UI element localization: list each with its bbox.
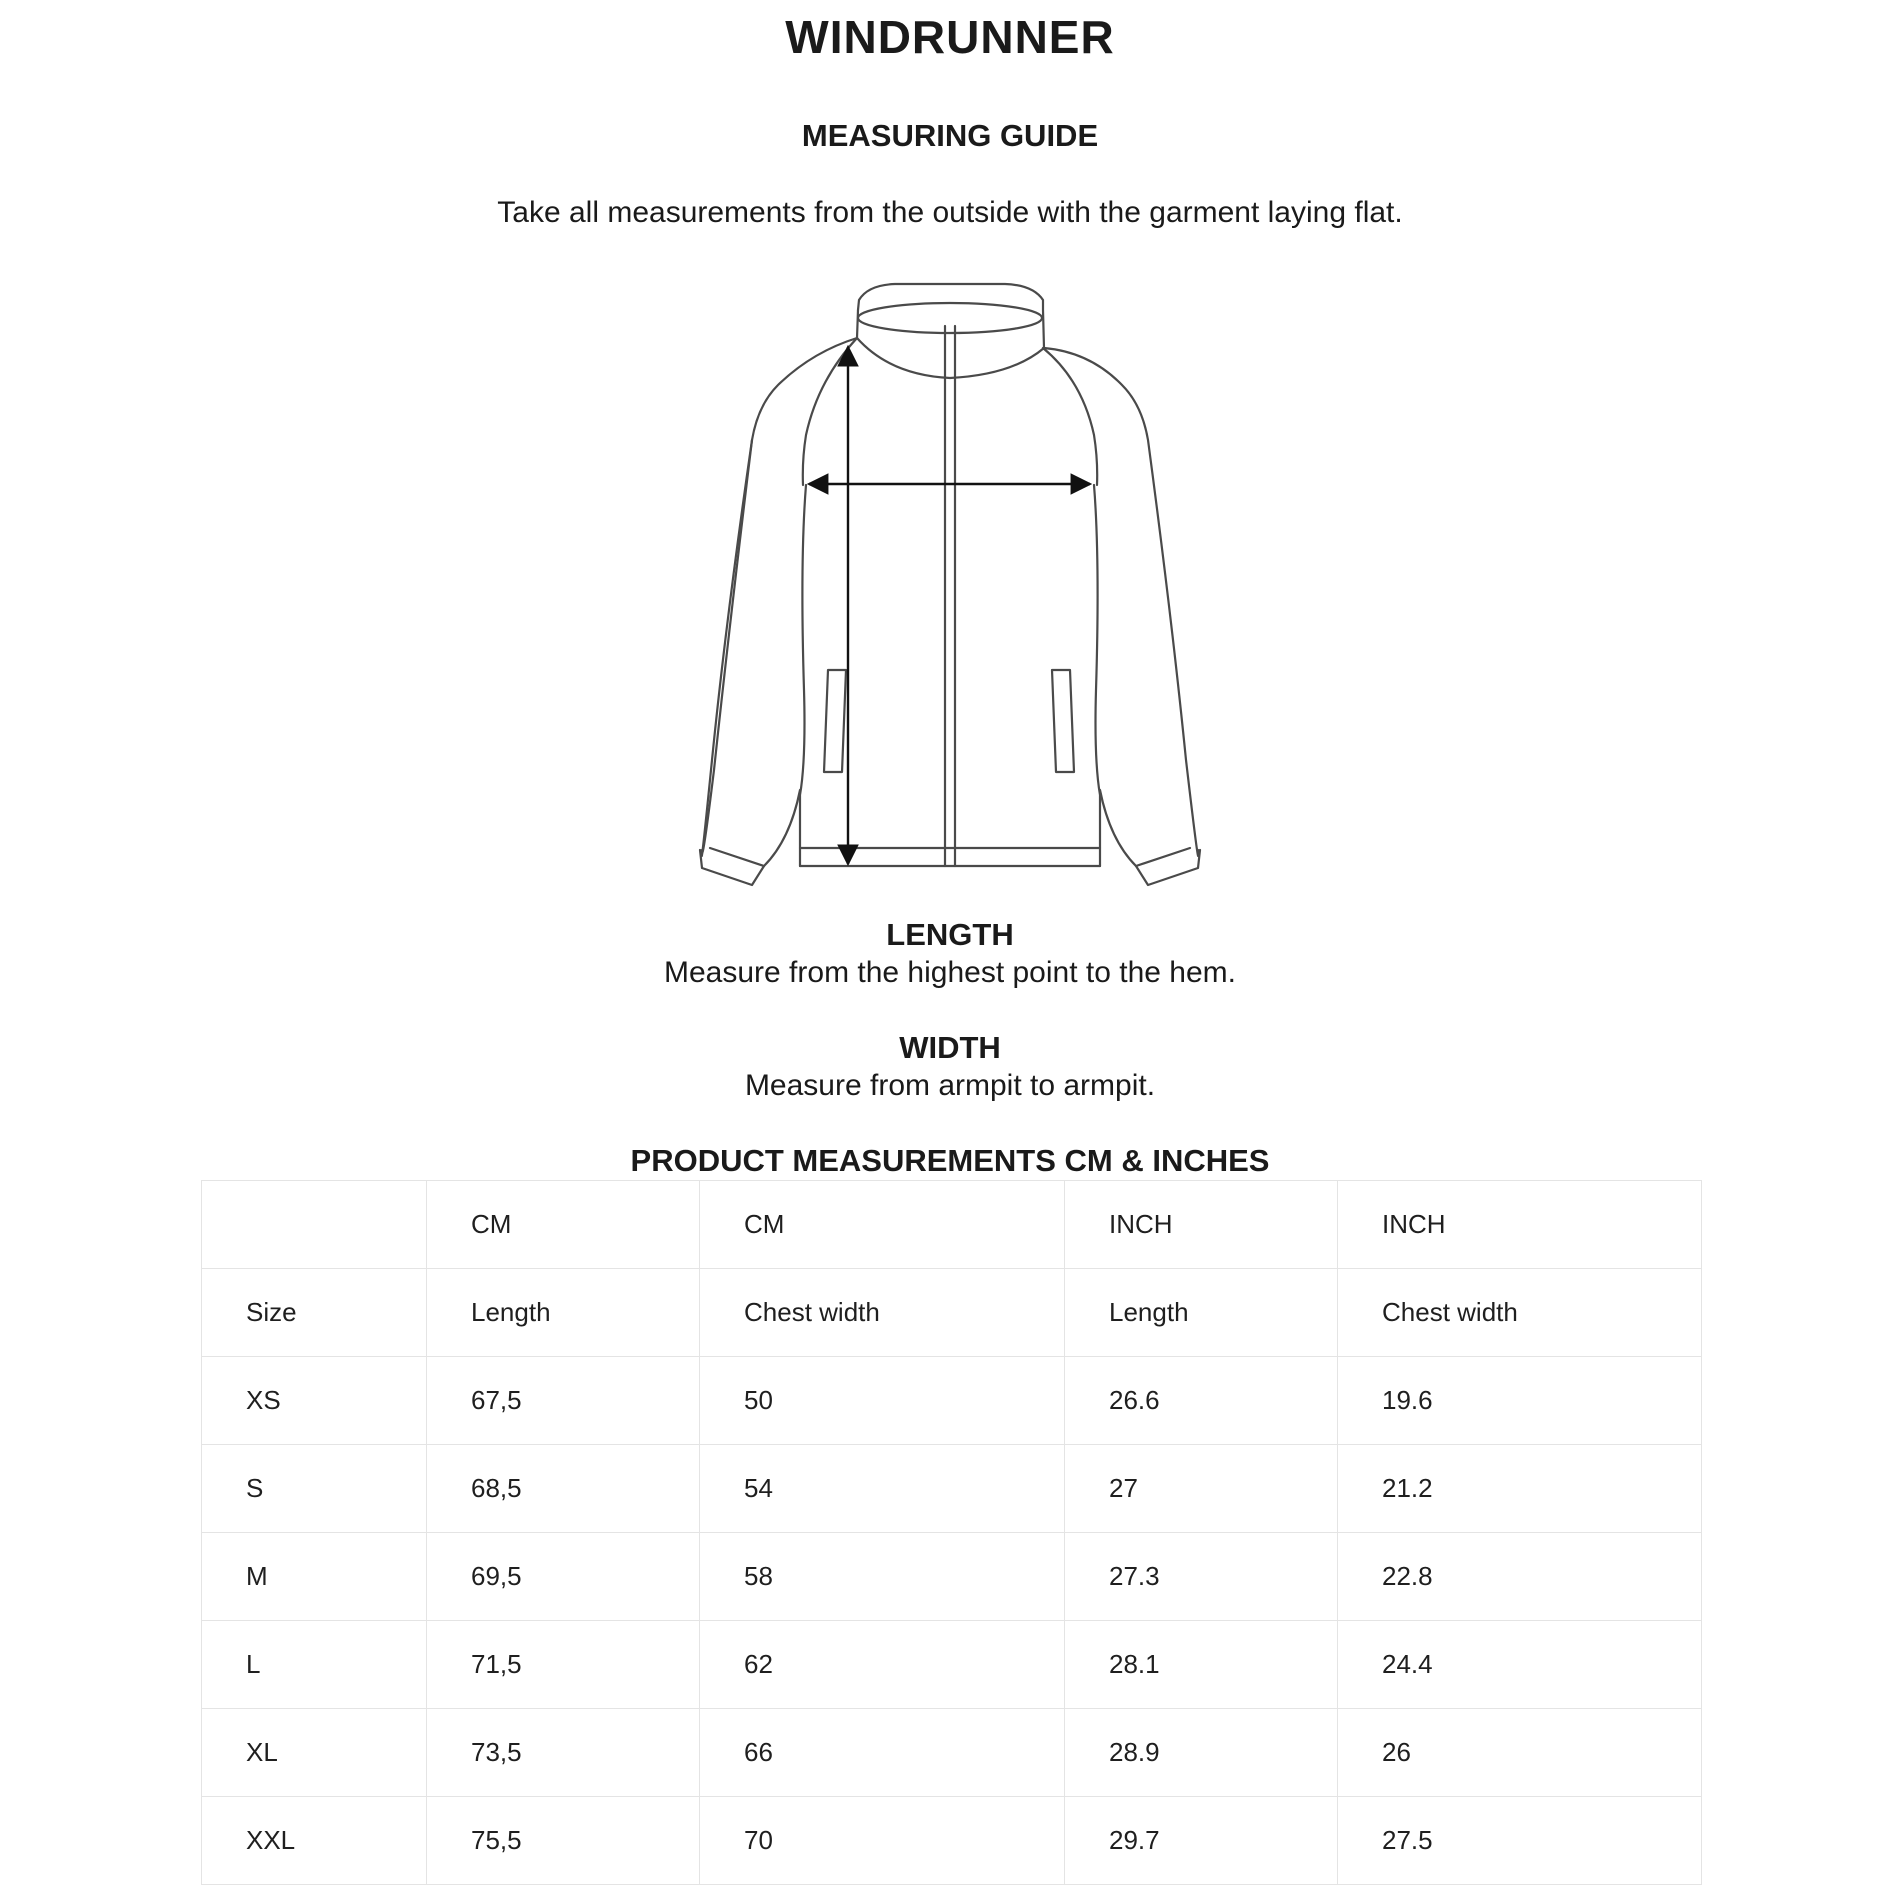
table-row bbox=[202, 1797, 1702, 1885]
cm-chest-cell: 54 bbox=[700, 1445, 1065, 1533]
cm-chest-cell: 66 bbox=[700, 1709, 1065, 1797]
left-sleeve-outline bbox=[702, 338, 857, 856]
size-cell: XXL bbox=[202, 1797, 427, 1885]
measuring-instruction: Take all measurements from the outside with the garment laying flat. bbox=[497, 196, 1403, 229]
table-row bbox=[202, 1621, 1702, 1709]
inch-chest-cell: 19.6 bbox=[1338, 1357, 1702, 1445]
inch-chest-cell: 22.8 bbox=[1338, 1533, 1702, 1621]
table-title: PRODUCT MEASUREMENTS CM & INCHES bbox=[630, 1143, 1270, 1178]
cm-length-cell: 69,5 bbox=[427, 1533, 700, 1621]
cm-chest-cell: 58 bbox=[700, 1533, 1065, 1621]
width-heading: WIDTH bbox=[899, 1030, 1001, 1065]
header-inch-chest-width: Chest width bbox=[1338, 1269, 1702, 1357]
right-cuff bbox=[1136, 848, 1200, 885]
size-cell: M bbox=[202, 1533, 427, 1621]
body-left-side bbox=[800, 485, 806, 866]
collar-outline bbox=[858, 284, 1044, 348]
inch-chest-cell: 27.5 bbox=[1338, 1797, 1702, 1885]
cm-chest-cell: 62 bbox=[700, 1621, 1065, 1709]
header-cm-chest-width: Chest width bbox=[700, 1269, 1065, 1357]
neckline bbox=[857, 310, 1044, 378]
length-heading: LENGTH bbox=[886, 917, 1014, 952]
body-right-side bbox=[1094, 485, 1100, 866]
cm-chest-cell: 70 bbox=[700, 1797, 1065, 1885]
size-cell: L bbox=[202, 1621, 427, 1709]
cm-length-cell: 73,5 bbox=[427, 1709, 700, 1797]
cm-length-cell: 68,5 bbox=[427, 1445, 700, 1533]
product-title: WINDRUNNER bbox=[785, 11, 1115, 63]
table-row bbox=[202, 1533, 1702, 1621]
right-pocket bbox=[1052, 670, 1074, 772]
inch-length-cell: 28.1 bbox=[1065, 1621, 1338, 1709]
header-row bbox=[202, 1269, 1702, 1357]
right-sleeve-outline bbox=[1044, 348, 1198, 856]
header-cm-length: Length bbox=[427, 1269, 700, 1357]
header-size: Size bbox=[202, 1269, 427, 1357]
unit-cell-cm-chest: CM bbox=[700, 1181, 1065, 1269]
size-cell: XL bbox=[202, 1709, 427, 1797]
size-cell: S bbox=[202, 1445, 427, 1533]
left-cuff bbox=[700, 848, 764, 885]
cm-length-cell: 67,5 bbox=[427, 1357, 700, 1445]
header-inch-length: Length bbox=[1065, 1269, 1338, 1357]
zipper-placket bbox=[945, 326, 955, 866]
inch-chest-cell: 24.4 bbox=[1338, 1621, 1702, 1709]
inch-length-cell: 29.7 bbox=[1065, 1797, 1338, 1885]
collar-rim bbox=[858, 303, 1042, 333]
left-raglan-seam bbox=[803, 338, 857, 485]
table-row bbox=[202, 1445, 1702, 1533]
cm-length-cell: 71,5 bbox=[427, 1621, 700, 1709]
right-raglan-seam bbox=[1043, 348, 1097, 485]
table-row bbox=[202, 1709, 1702, 1797]
cm-length-cell: 75,5 bbox=[427, 1797, 700, 1885]
inch-chest-cell: 26 bbox=[1338, 1709, 1702, 1797]
unit-cell-inch-length: INCH bbox=[1065, 1181, 1338, 1269]
unit-cell-blank bbox=[202, 1181, 427, 1269]
size-cell: XS bbox=[202, 1357, 427, 1445]
unit-cell-inch-chest: INCH bbox=[1338, 1181, 1702, 1269]
inch-length-cell: 26.6 bbox=[1065, 1357, 1338, 1445]
unit-cell-cm-length: CM bbox=[427, 1181, 700, 1269]
cm-chest-cell: 50 bbox=[700, 1357, 1065, 1445]
left-pocket bbox=[824, 670, 846, 772]
inch-chest-cell: 21.2 bbox=[1338, 1445, 1702, 1533]
measuring-guide-title: MEASURING GUIDE bbox=[801, 118, 1099, 153]
table-row bbox=[202, 1357, 1702, 1445]
size-chart-table bbox=[201, 1180, 1702, 1885]
width-description: Measure from armpit to armpit. bbox=[744, 1069, 1156, 1102]
inch-length-cell: 27.3 bbox=[1065, 1533, 1338, 1621]
inch-length-cell: 28.9 bbox=[1065, 1709, 1338, 1797]
length-description: Measure from the highest point to the hem. bbox=[664, 956, 1236, 989]
inch-length-cell: 27 bbox=[1065, 1445, 1338, 1533]
unit-row bbox=[202, 1181, 1702, 1269]
